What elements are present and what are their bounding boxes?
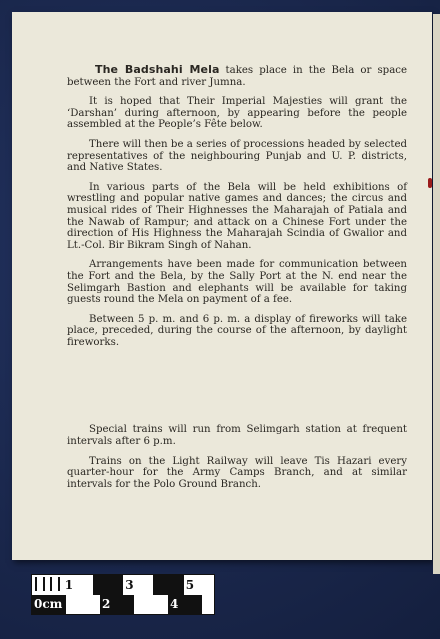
scale-row-top bbox=[32, 575, 214, 595]
scale-label-5: 5 bbox=[184, 575, 214, 595]
scale-label-1: 1 bbox=[63, 575, 93, 595]
heading-badshahi-mela: The Badshahi Mela bbox=[95, 63, 220, 76]
next-page-edge bbox=[433, 14, 440, 574]
scale-label-0cm: 0cm bbox=[32, 595, 66, 615]
paragraph-7: Special trains will run from Selimgarh station at frequent intervals after 6 p.m. bbox=[67, 424, 407, 448]
paragraph-1: The Badshahi Mela takes place in the Bela or space between the Fort and river Jumna. bbox=[67, 63, 407, 88]
scale-label-4: 4 bbox=[168, 595, 202, 615]
red-bookmark-mark bbox=[428, 178, 432, 188]
scale-segment-black bbox=[93, 575, 123, 595]
scale-segment-black bbox=[153, 575, 183, 595]
blank-space bbox=[67, 356, 407, 424]
scale-bar bbox=[31, 574, 215, 615]
document-text bbox=[67, 64, 407, 498]
scale-segment-white bbox=[134, 595, 168, 615]
scale-ticks bbox=[32, 575, 63, 595]
paragraph-8: Trains on the Light Railway will leave Tis Hazari every quarter-hour for the Army Camps Branch, and at similar intervals for the Polo Ground Branch. bbox=[67, 455, 407, 490]
scale-label-3: 3 bbox=[123, 575, 153, 595]
scale-row-bottom bbox=[32, 595, 214, 615]
paragraph-6: Between 5 p. m. and 6 p. m. a display of fireworks will take place, preceded, during the course of the afternoon, by daylight fireworks. bbox=[67, 313, 407, 348]
scale-label-2: 2 bbox=[100, 595, 134, 615]
scale-segment-white bbox=[66, 595, 100, 615]
paragraph-2: It is hoped that Their Imperial Majesties will grant the ‘Darshan’ during afternoon, by appearing before the people assembled at the People’s Fête below. bbox=[67, 96, 407, 131]
paragraph-5: Arrangements have been made for communication between the Fort and the Bela, by the Sally Port at the N. end near the Selimgarh Bastion and elephants will be available for taking guests round the Mela on payment of a fee. bbox=[67, 259, 407, 306]
paragraph-3: There will then be a series of processions headed by selected representatives of the neighbouring Punjab and U. P. districts, and Native States. bbox=[67, 138, 407, 174]
document-page bbox=[12, 12, 432, 560]
paragraph-4: In various parts of the Bela will be held exhibitions of wrestling and popular native games and dances; the circus and musical rides of Their Highnesses the Maharajah of Patiala and the Nawab of Rampur; and attack on a Chinese Fort under the direction of His Highness the Maharajah Scindia of Gwalior and Lt.-Col. Bir Bikram Singh of Nahan. bbox=[67, 181, 407, 251]
